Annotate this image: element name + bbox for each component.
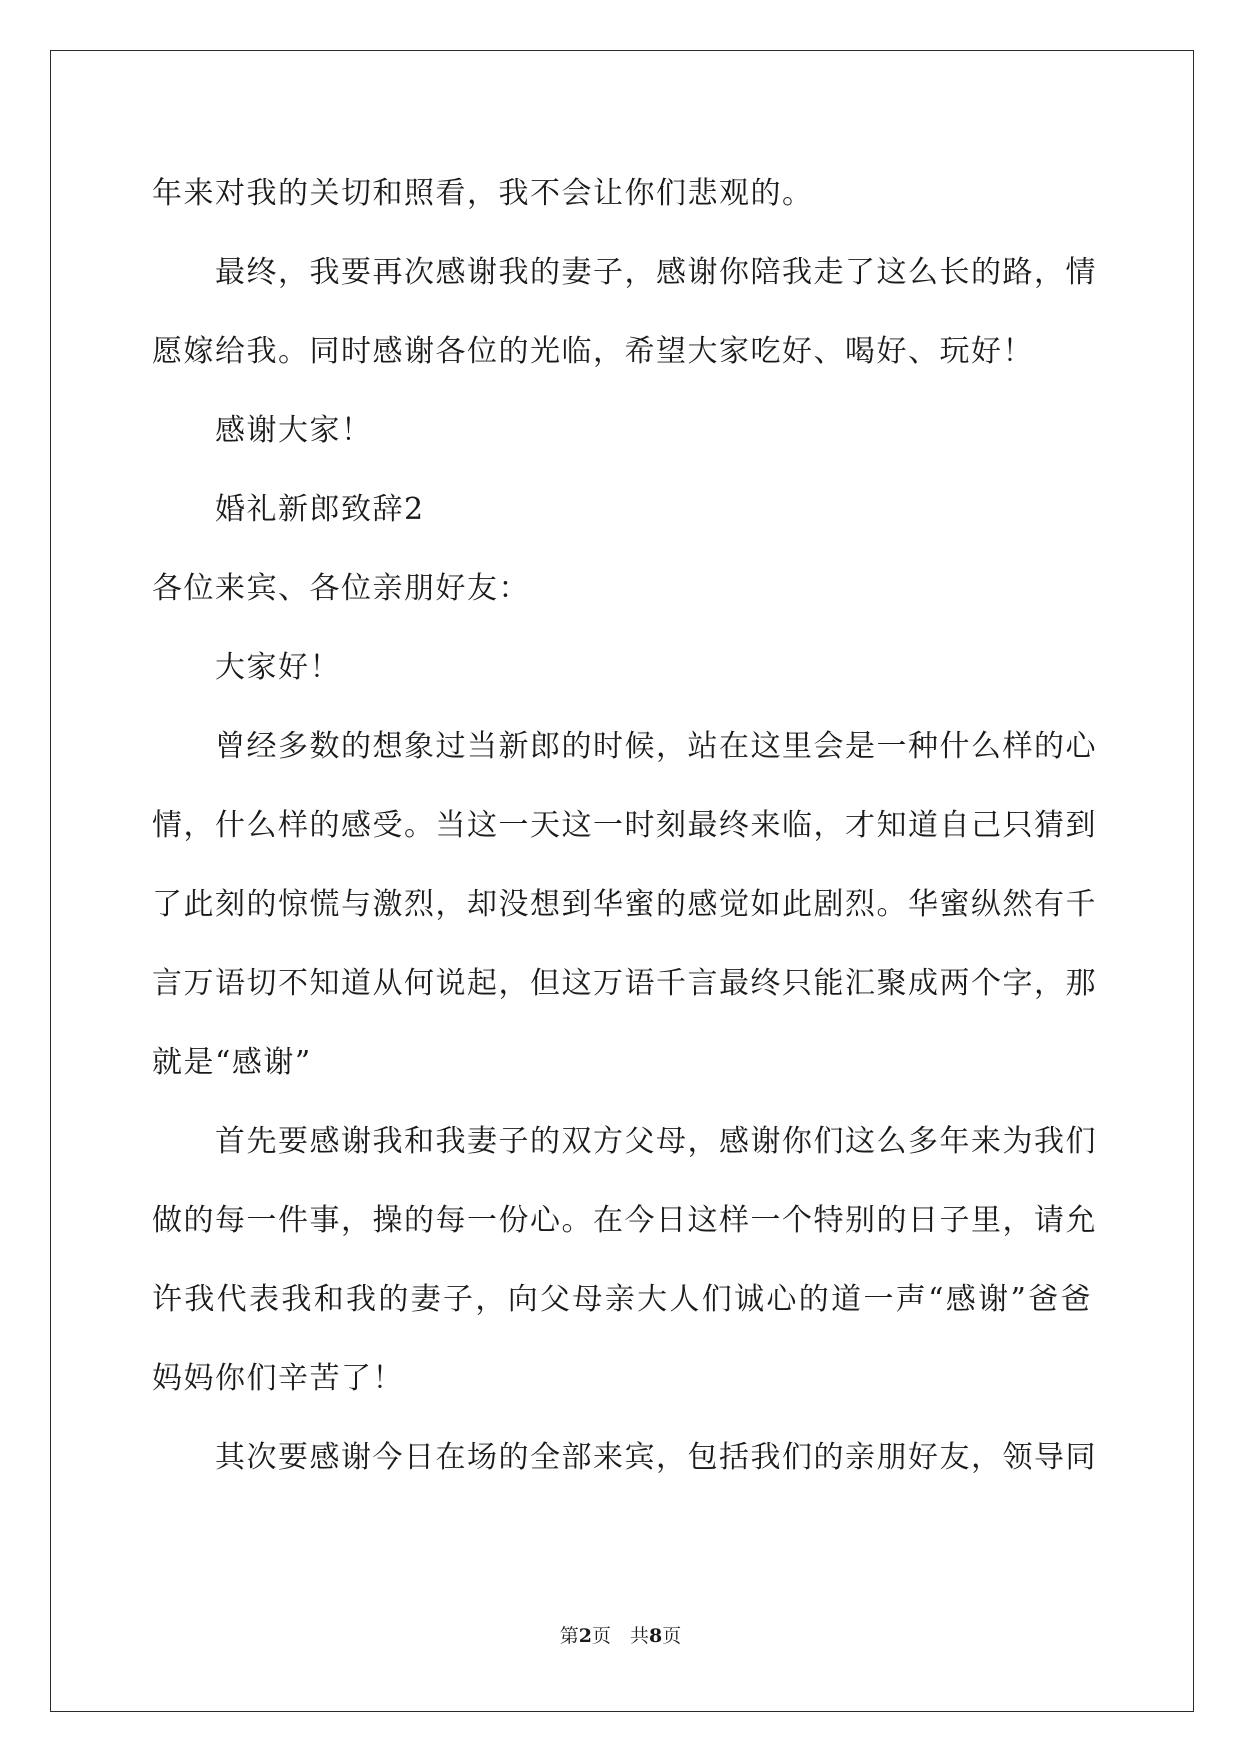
document-body (152, 154, 1097, 1497)
footer-middle: 页 共 (591, 1625, 649, 1647)
text-line: 情，什么样的感受。当这一天这一时刻最终来临，才知道自己只猜到 (152, 808, 1097, 843)
text-line: 了此刻的惊慌与激烈，却没想到华蜜的感觉如此剧烈。华蜜纵然有千 (152, 887, 1097, 922)
text-line: 各位来宾、各位亲朋好友： (152, 571, 530, 606)
total-page-count: 8 (649, 1625, 663, 1647)
text-line: 妈妈你们辛苦了！ (152, 1361, 404, 1396)
footer-prefix: 第 (559, 1625, 579, 1647)
footer-suffix: 页 (662, 1625, 682, 1647)
text-line: 年来对我的关切和照看，我不会让你们悲观的。 (152, 176, 814, 211)
page-footer (0, 1621, 1241, 1648)
text-line: 最终，我要再次感谢我的妻子，感谢你陪我走了这么长的路，情 (215, 255, 1097, 290)
text-line: 大家好！ (215, 650, 341, 685)
text-line: 愿嫁给我。同时感谢各位的光临，希望大家吃好、喝好、玩好！ (152, 334, 1034, 369)
text-line: 其次要感谢今日在场的全部来宾，包括我们的亲朋好友，领导同 (215, 1440, 1097, 1475)
section-heading: 婚礼新郎致辞2 (215, 492, 425, 527)
text-line: 感谢大家！ (215, 413, 373, 448)
text-line: 许我代表我和我的妻子，向父母亲大人们诚心的道一声“感谢”爸爸 (152, 1282, 1092, 1317)
text-line: 曾经多数的想象过当新郎的时候，站在这里会是一种什么样的心 (215, 729, 1097, 764)
text-line: 做的每一件事，操的每一份心。在今日这样一个特别的日子里，请允 (152, 1203, 1097, 1238)
text-line: 就是“感谢” (152, 1045, 312, 1080)
current-page-number: 2 (578, 1625, 592, 1647)
text-line: 言万语切不知道从何说起，但这万语千言最终只能汇聚成两个字，那 (152, 966, 1097, 1001)
text-line: 首先要感谢我和我妻子的双方父母，感谢你们这么多年来为我们 (215, 1124, 1097, 1159)
